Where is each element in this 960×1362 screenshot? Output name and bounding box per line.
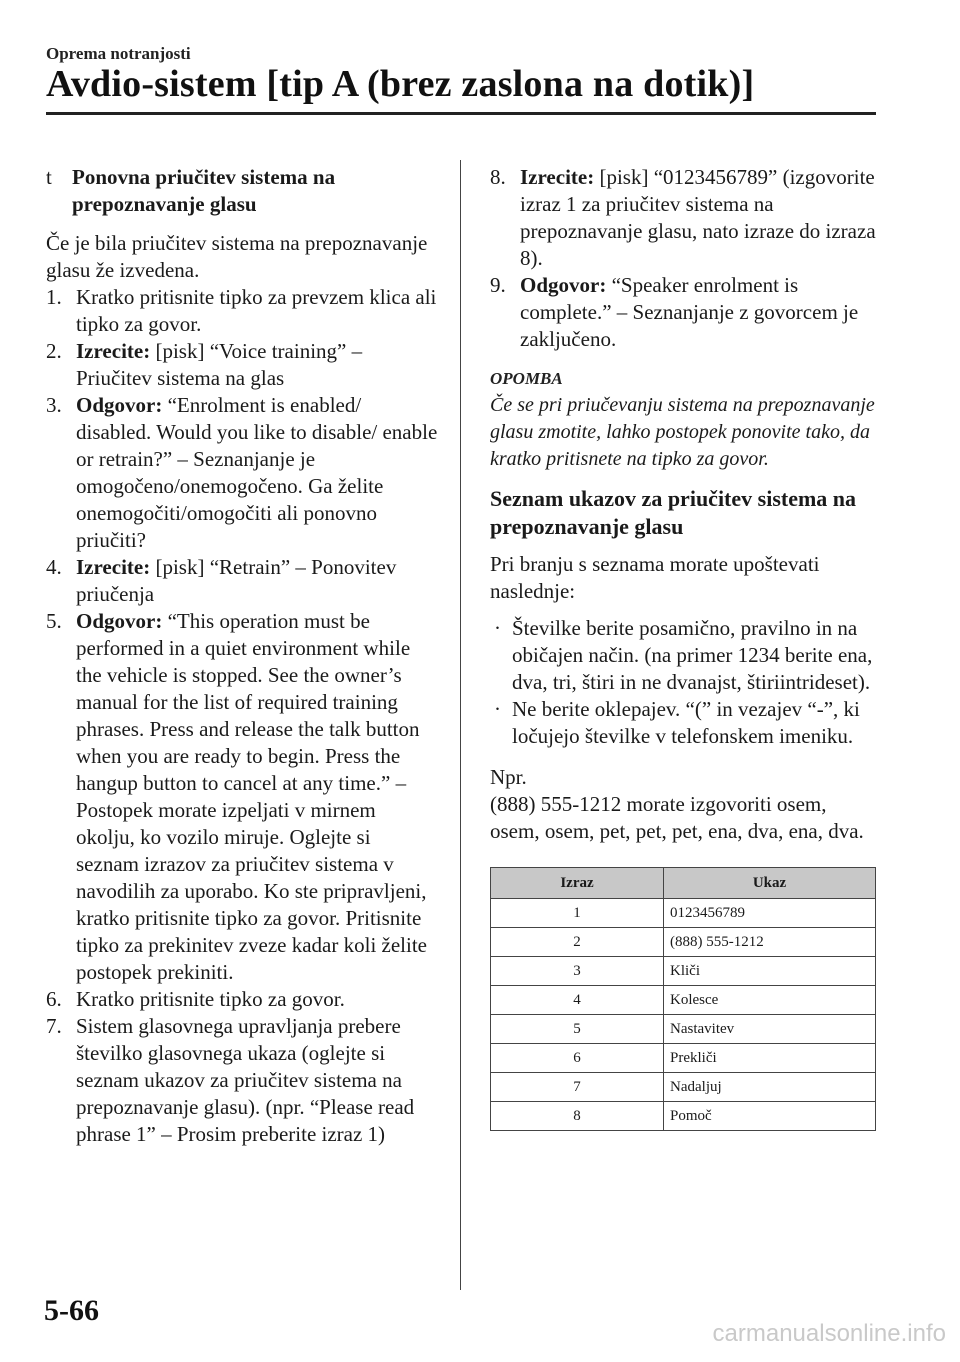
- step-text: Sistem glasovnega upravljanja prebere številko glasovnega ukaza (oglejte si seznam ukazov za priučitev sistema na prepoznavanje glasu). (npr. “Please read phrase 1” – Prosim preberite izraz 1): [76, 1014, 415, 1146]
- table-cell-command: 0123456789: [664, 899, 876, 928]
- command-list-heading: Seznam ukazov za priučitev sistema na prepoznavanje glasu: [490, 486, 857, 539]
- step-item: [46, 608, 438, 986]
- table-cell-command: Prekliči: [664, 1044, 876, 1073]
- step-text: Kratko pritisnite tipko za prevzem klica ali tipko za govor.: [76, 285, 437, 336]
- step-text: Kratko pritisnite tipko za govor.: [76, 987, 345, 1011]
- step-item: [490, 272, 878, 353]
- step-label: Odgovor:: [76, 609, 163, 633]
- step-text: “This operation must be performed in a quiet environment while the vehicle is stopped. See the owner’s manual for the list of required training phrases. Press and release the talk button when you are ready to begin. Press the hangup button to cancel at any time.” – Postopek morate izpeljati v mirnem okolju, ko vozilo miruje. Oglejte si seznam izrazov za priučitev sistema v navodilih za uporabo. Ko ste pripravljeni, kratko pritisnite tipko za govor. Pritisnite tipko za prekinitev zveze kadar koli želite postopek prekiniti.: [76, 609, 428, 984]
- note-label: OPOMBA: [490, 369, 563, 388]
- table-cell-phrase: 3: [491, 957, 664, 986]
- bullet-text: Številke berite posamično, pravilno in na običajen način. (na primer 1234 berite ena, dva, tri, štiri in ne dvanajst, štiriintrideset).: [512, 616, 873, 694]
- column-divider: [460, 160, 461, 1290]
- step-label: Odgovor:: [76, 393, 163, 417]
- step-text: [pisk] “Voice training” – Priučitev sistema na glas: [76, 339, 363, 390]
- bullet-text: Ne berite oklepajev. “(” in vezajev “-”, ki ločujejo številke v telefonskem imeniku.: [512, 697, 860, 748]
- header-rule: [46, 112, 876, 115]
- step-item: [46, 554, 438, 608]
- step-label: Odgovor:: [520, 273, 607, 297]
- step-item: [46, 338, 438, 392]
- command-list-intro: Pri branju s seznama morate upoštevati naslednje:: [490, 552, 820, 603]
- table-cell-phrase: 4: [491, 986, 664, 1015]
- step-number: 7.: [46, 1014, 62, 1038]
- bullet-dot-icon: ·: [494, 616, 501, 640]
- right-column: [490, 164, 878, 1131]
- reading-rules-list: [490, 615, 878, 750]
- left-column: [46, 164, 438, 1148]
- step-number: 4.: [46, 555, 62, 579]
- step-text: [pisk] “Retrain” – Ponovitev priučenja: [76, 555, 397, 606]
- table-cell-command: Kolesce: [664, 986, 876, 1015]
- retrain-subheading: [46, 164, 438, 218]
- watermark: carmanualsonline.info: [712, 1320, 946, 1347]
- example-label: Npr.: [490, 765, 527, 789]
- step-label: Izrecite:: [76, 339, 151, 363]
- right-steps-list: [490, 164, 878, 353]
- step-number: 2.: [46, 339, 62, 363]
- step-label: Izrecite:: [76, 555, 151, 579]
- page-number: 5-66: [44, 1294, 99, 1327]
- step-item: [46, 392, 438, 554]
- table-header-row: [491, 868, 876, 899]
- list-item: [490, 696, 878, 750]
- table-cell-command: (888) 555-1212: [664, 928, 876, 957]
- table-row: [491, 1073, 876, 1102]
- table-row: [491, 1015, 876, 1044]
- step-number: 1.: [46, 285, 62, 309]
- command-table: [490, 867, 876, 1131]
- table-cell-phrase: 5: [491, 1015, 664, 1044]
- step-number: 5.: [46, 609, 62, 633]
- note-text: Če se pri priučevanju sistema na prepoznavanje glasu zmotite, lahko postopek ponovite tako, da kratko pritisnete na tipko za govor.: [490, 394, 875, 470]
- subheading-text: Ponovna priučitev sistema na prepoznavanje glasu: [72, 165, 336, 216]
- table-cell-phrase: 6: [491, 1044, 664, 1073]
- table-row: [491, 986, 876, 1015]
- bullet-dot-icon: ·: [494, 697, 501, 721]
- example-block: [490, 764, 878, 845]
- step-item: [490, 164, 878, 272]
- table-header-command: Ukaz: [664, 868, 876, 899]
- step-text: “Speaker enrolment is complete.” – Seznanjanje z govorcem je zaključeno.: [520, 273, 859, 351]
- list-item: [490, 615, 878, 696]
- step-number: 6.: [46, 987, 62, 1011]
- table-cell-phrase: 2: [491, 928, 664, 957]
- step-number: 3.: [46, 393, 62, 417]
- chapter-title: Avdio-sistem [tip A (brez zaslona na dotik)]: [46, 63, 755, 105]
- table-row: [491, 1044, 876, 1073]
- retrain-intro: Če je bila priučitev sistema na prepoznavanje glasu že izvedena.: [46, 231, 428, 282]
- step-number: 9.: [490, 273, 506, 297]
- table-row: [491, 928, 876, 957]
- table-cell-command: Nadaljuj: [664, 1073, 876, 1102]
- step-label: Izrecite:: [520, 165, 595, 189]
- table-cell-command: Pomoč: [664, 1102, 876, 1131]
- subheading-marker-icon: t: [46, 165, 52, 189]
- example-text: (888) 555-1212 morate izgovoriti osem, osem, osem, pet, pet, pet, ena, dva, ena, dva.: [490, 792, 864, 843]
- table-row: [491, 1102, 876, 1131]
- step-text: [pisk] “0123456789” (izgovorite izraz 1 za priučitev sistema na prepoznavanje glasu, nato izraze do izraza 8).: [520, 165, 876, 270]
- table-cell-command: Kliči: [664, 957, 876, 986]
- step-item: [46, 1013, 438, 1148]
- step-item: [46, 284, 438, 338]
- table-row: [491, 899, 876, 928]
- left-steps-list: [46, 284, 438, 1148]
- table-row: [491, 957, 876, 986]
- step-number: 8.: [490, 165, 506, 189]
- section-label: Oprema notranjosti: [46, 44, 191, 63]
- table-header-phrase: Izraz: [491, 868, 664, 899]
- table-cell-phrase: 8: [491, 1102, 664, 1131]
- step-item: [46, 986, 438, 1013]
- table-cell-phrase: 7: [491, 1073, 664, 1102]
- table-cell-command: Nastavitev: [664, 1015, 876, 1044]
- table-cell-phrase: 1: [491, 899, 664, 928]
- step-text: “Enrolment is enabled/ disabled. Would you like to disable/ enable or retrain?” – Seznanjanje je omogočeno/onemogočeno. Ga želite onemogočiti/omogočiti ali ponovno priučiti?: [76, 393, 438, 552]
